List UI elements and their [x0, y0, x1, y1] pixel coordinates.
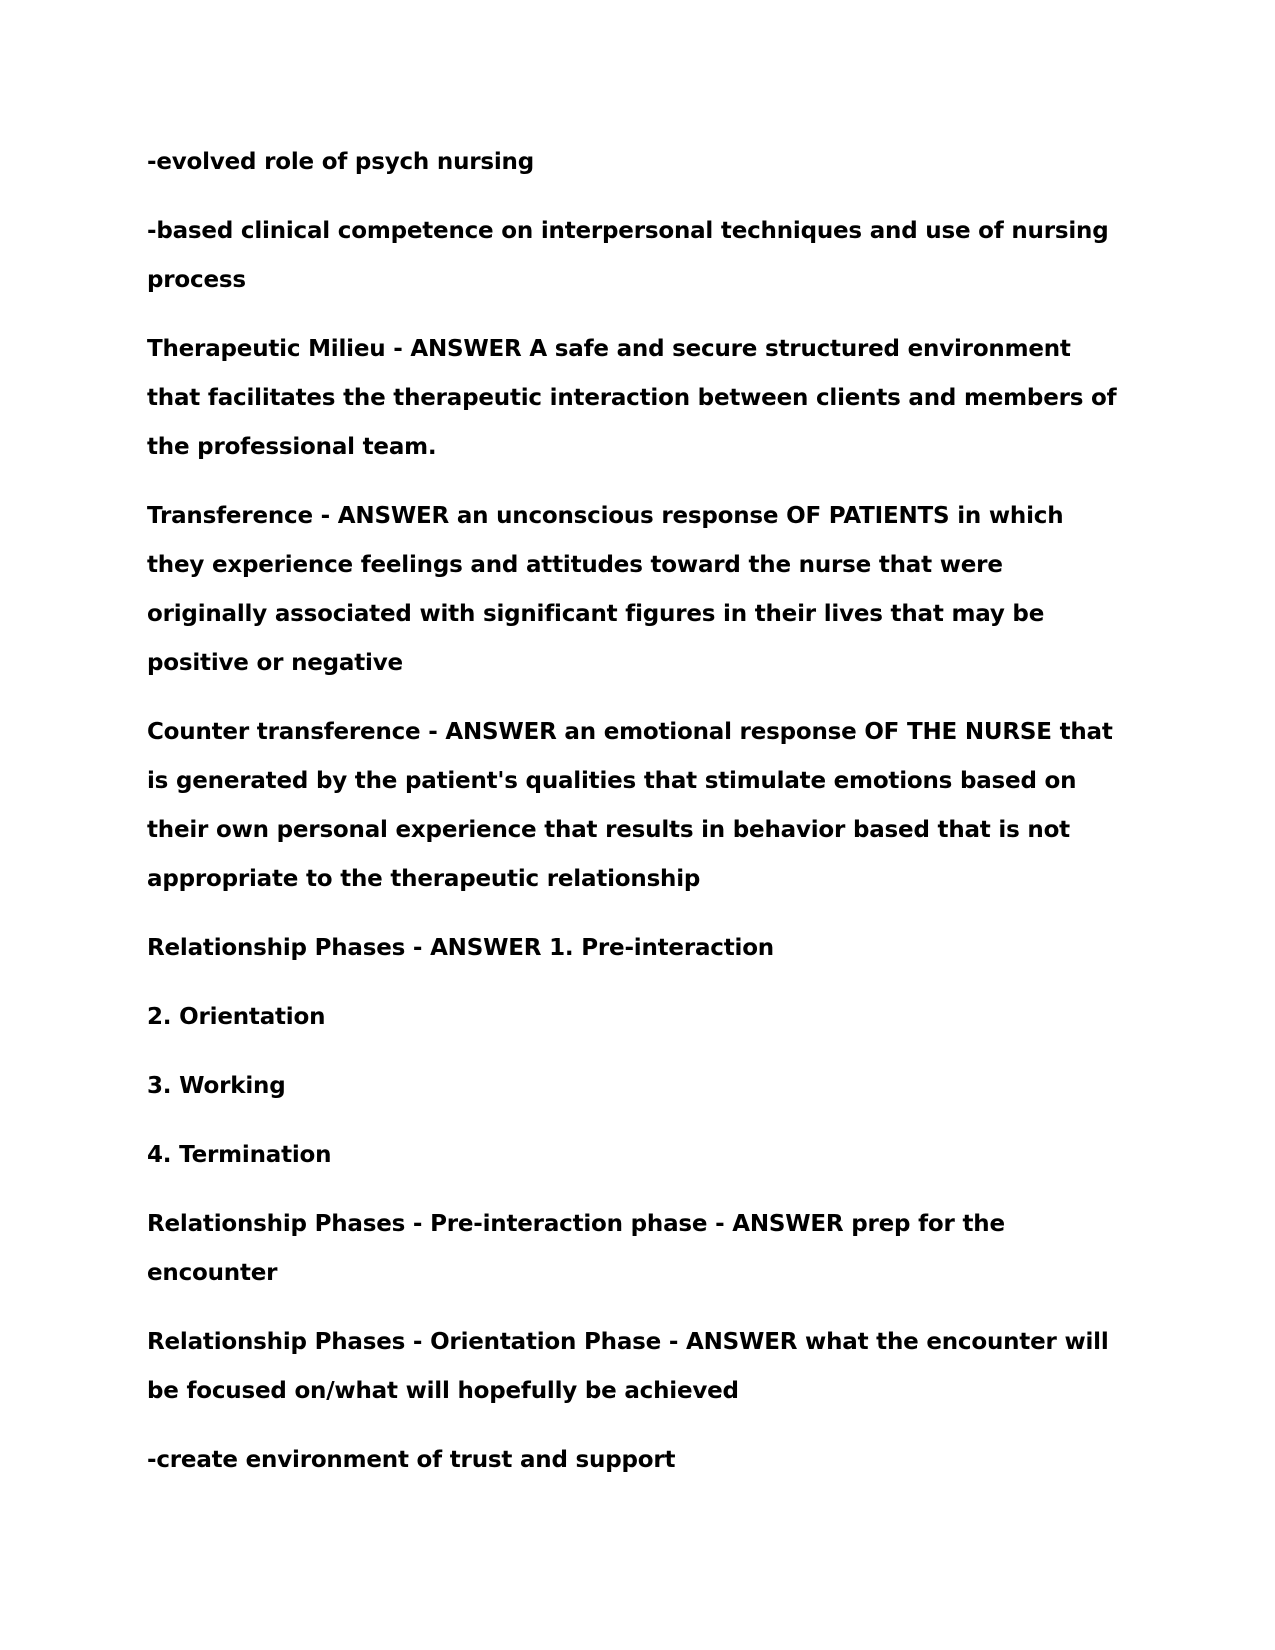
list-item-working: 3. Working — [147, 1073, 286, 1099]
list-item-orientation: 2. Orientation — [147, 1004, 326, 1030]
paragraph-counter-transference: Counter transference - ANSWER an emotional response OF THE NURSE that is generated by the patient's qualities that stimulate emotions based on their own personal experience that results in behavior based that is not appropriate to the therapeutic relationship — [147, 719, 1113, 892]
paragraph-clinical-competence: -based clinical competence on interpersonal techniques and use of nursing process — [147, 218, 1109, 293]
paragraph-pre-interaction-phase: Relationship Phases - Pre-interaction phase - ANSWER prep for the encounter — [147, 1211, 1005, 1286]
document-body — [147, 138, 1127, 1505]
paragraph-orientation-phase: Relationship Phases - Orientation Phase - ANSWER what the encounter will be focused on/what will hopefully be achieved — [147, 1329, 1109, 1404]
paragraph-transference: Transference - ANSWER an unconscious response OF PATIENTS in which they experience feelings and attitudes toward the nurse that were originally associated with significant figures in their lives that may be positive or negative — [147, 503, 1064, 676]
paragraph-therapeutic-milieu: Therapeutic Milieu - ANSWER A safe and secure structured environment that facilitates the therapeutic interaction between clients and members of the professional team. — [147, 336, 1117, 460]
paragraph-evolved-role: -evolved role of psych nursing — [147, 149, 534, 175]
paragraph-trust-support: -create environment of trust and support — [147, 1447, 676, 1473]
list-item-termination: 4. Termination — [147, 1142, 332, 1168]
paragraph-relationship-phases: Relationship Phases - ANSWER 1. Pre-interaction — [147, 935, 774, 961]
